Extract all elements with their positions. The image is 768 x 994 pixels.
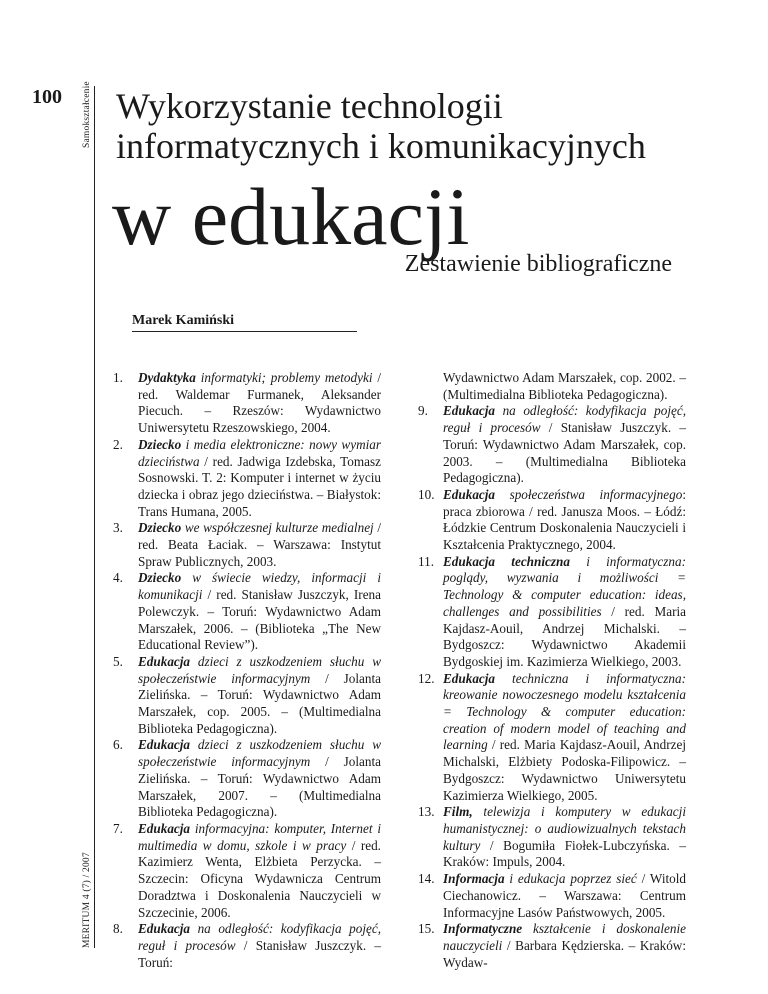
entry-details: / red. Waldemar Furmanek, Aleksander Piecuch. – Rzeszów: Wydawnictwo Uniwersytetu Rzeszowskiego, 2004. (138, 370, 381, 436)
entry-details: / Jolanta Zielińska. – Toruń: Wydawnictwo Adam Marszałek, 2007. – (Multimedialna Biblioteka Pedagogiczna). (138, 754, 381, 820)
entry-details: / Stanisław Juszczyk. – Toruń: (138, 937, 381, 970)
title-line-2: informatycznych i komunikacyjnych (116, 126, 646, 166)
journal-label: MERITUM 4 (7) / 2007 (82, 852, 92, 948)
entry-title: informatyki; problemy metodyki (195, 370, 373, 385)
bibliography-entry (418, 871, 686, 921)
entry-number: 8. (113, 921, 123, 937)
entry-details: / red. Jadwiga Izdebska, Tomasz Sosnowski. T. 2: Komputer i internet w życiu dziecka i obraz jego dzieciństwa. – Białystok: Trans Humana, 2005. (138, 453, 381, 519)
bibliography-entry (418, 487, 686, 554)
entry-keyword: Edukacja (443, 670, 496, 686)
entry-title: na odległość: kodyfikacja pojęć, reguł i procesów (443, 403, 686, 436)
entry-keyword: Edukacja (138, 737, 191, 753)
entry-details: / Barbara Kędzierska. – Kraków: Wydaw- (443, 937, 686, 970)
entry-keyword: Dydaktyka (138, 370, 196, 385)
entry-title: i edukacja poprzez sieć (504, 871, 637, 887)
entry-keyword: Film, (443, 804, 473, 820)
bibliography-entry (113, 437, 381, 521)
author: Marek Kamiński (132, 313, 235, 328)
column-right (418, 370, 686, 971)
entry-title: dzieci z uszkodzeniem słuchu w społeczeństwie informacyjnym (138, 653, 381, 686)
bibliography-entry (418, 804, 686, 871)
entry-keyword: Informatyczne (443, 921, 523, 937)
entry-details: / Jolanta Zielińska. – Toruń: Wydawnictwo Adam Marszałek, cop. 2005. – (Multimedialna Biblioteka Pedagogiczna). (138, 670, 381, 736)
entry-number: 3. (113, 520, 123, 536)
entry-keyword: Edukacja (443, 486, 496, 502)
entry-keyword: Edukacja techniczna (443, 553, 570, 569)
entry-title: techniczna i informatyczna: kreowanie nowoczesnego modelu kształcenia = Technology & computer education: creation of modern model of teaching and learning (443, 670, 686, 753)
entry-title: i media elektroniczne: nowy wymiar dzieciństwa (138, 436, 381, 469)
title-line-1: Wykorzystanie technologii (116, 86, 503, 126)
entry-keyword: Dziecko (138, 520, 182, 536)
bibliography-entry (113, 654, 381, 738)
bibliography-entry (418, 921, 686, 971)
entry-keyword: Dziecko (138, 570, 182, 586)
entry-continuation: Wydawnictwo Adam Marszałek, cop. 2002. – (Multimedialna Biblioteka Pedagogiczna). (443, 370, 686, 402)
entry-details: / red. Beata Łaciak. – Warszawa: Instytut Spraw Publicznych, 2003. (138, 520, 382, 569)
entry-details: : praca zbiorowa / red. Janusza Moos. – Łódź: Łódzkie Centrum Doskonalenia Nauczycieli i Kształcenia Praktycznego, 2004. (443, 486, 686, 553)
entry-keyword: Edukacja (138, 921, 191, 937)
author-underline (132, 331, 357, 332)
entry-title: telewizja i komputery w edukacji humanistycznej: o audiowizualnych tekstach kultury (443, 804, 686, 853)
entry-title: we współczesnej kulturze medialnej (181, 520, 374, 536)
bibliography-entry (113, 921, 381, 971)
entry-keyword: Edukacja (443, 403, 496, 419)
entry-number: 1. (113, 370, 123, 385)
entry-number: 15. (418, 921, 435, 937)
entry-details: / Witold Ciechanowicz. – Warszawa: Centrum Informacyjne Lasów Państwowych, 2005. (443, 871, 686, 920)
entry-keyword: Informacja (443, 871, 505, 887)
entry-number: 13. (418, 804, 435, 820)
entry-number: 2. (113, 436, 123, 452)
entry-keyword: Dziecko (138, 436, 182, 452)
bibliography-entry (113, 737, 381, 821)
entry-number: 6. (113, 737, 123, 753)
entry-number: 9. (418, 403, 428, 419)
column-left (113, 370, 381, 971)
entry-number: 11. (418, 553, 434, 569)
entry-number: 4. (113, 570, 123, 586)
entry-title: społeczeństwa informacyjnego (495, 486, 683, 502)
entry-number: 10. (418, 486, 435, 502)
page-number: 100 (32, 86, 62, 108)
bibliography-entry (418, 554, 686, 671)
entry-title: kształcenie i doskonalenie nauczycieli (443, 921, 686, 953)
entry-title: i informatyczna: poglądy, wyzwania i możliwości = Technology & computer education: ideas, challenges and possibilities (443, 553, 686, 619)
title-line-3: w edukacji (112, 171, 470, 262)
entry-keyword: Edukacja (138, 820, 191, 836)
entry-number: 5. (113, 653, 123, 669)
vertical-rule (94, 86, 95, 948)
entry-number: 14. (418, 871, 435, 887)
entry-title: dzieci z uszkodzeniem słuchu w społeczeństwie informacyjnym (138, 737, 381, 770)
bibliography-entry (113, 370, 381, 437)
entry-title: w świecie wiedzy, informacji i komunikacji (138, 570, 381, 603)
bibliography-entry (113, 570, 381, 654)
entry-number: 7. (113, 820, 123, 836)
entry-details: / Bogumiła Fiołek-Lubczyńska. – Kraków: Impuls, 2004. (443, 837, 686, 870)
bibliography-entry (418, 403, 686, 487)
entry-details: / red. Maria Kajdasz-Aouil, Andrzej Michalski. – Bydgoszcz: Wydawnictwo Akademii Bydgoskiej im. Kazimierza Wielkiego, 2003. (443, 603, 686, 669)
section-label: Samokształcenie (82, 81, 92, 148)
entry-details: / red. Maria Kajdasz-Aouil, Andrzej Michalski, Elżbiety Podoska-Filipowicz. – Bydgoszcz: Wydawnictwo Uniwersytetu Kazimierza Wielkiego, 2005. (443, 737, 686, 803)
entry-number: 12. (418, 670, 435, 686)
entry-details: / red. Kazimierz Wenta, Elżbieta Perzycka. – Szczecin: Oficyna Wydawnicza Centrum Doradztwa i Doskonalenia Nauczycieli w Szczecinie, 2006. (138, 837, 381, 920)
entry-keyword: Edukacja (138, 653, 191, 669)
entry-details: / Stanisław Juszczyk. – Toruń: Wydawnictwo Adam Marszałek, cop. 2003. – (Multimedialna Biblioteka Pedagogiczna). (443, 420, 686, 486)
bibliography-entry (113, 520, 381, 570)
entry-title: informacyjna: komputer, Internet i multimedia w domu, szkole i w pracy (138, 820, 381, 853)
bibliography-entry (418, 671, 686, 805)
entry-title: na odległość: kodyfikacja pojęć, reguł i procesów (138, 921, 381, 953)
subtitle: Zestawienie bibliograficzne (404, 251, 672, 277)
entry-details: / red. Stanisław Juszczyk, Irena Polewczyk. – Toruń: Wydawnictwo Adam Marszałek, 2006. – (Biblioteka „The New Educational Review”). (138, 587, 381, 653)
bibliography-entry (113, 821, 381, 921)
